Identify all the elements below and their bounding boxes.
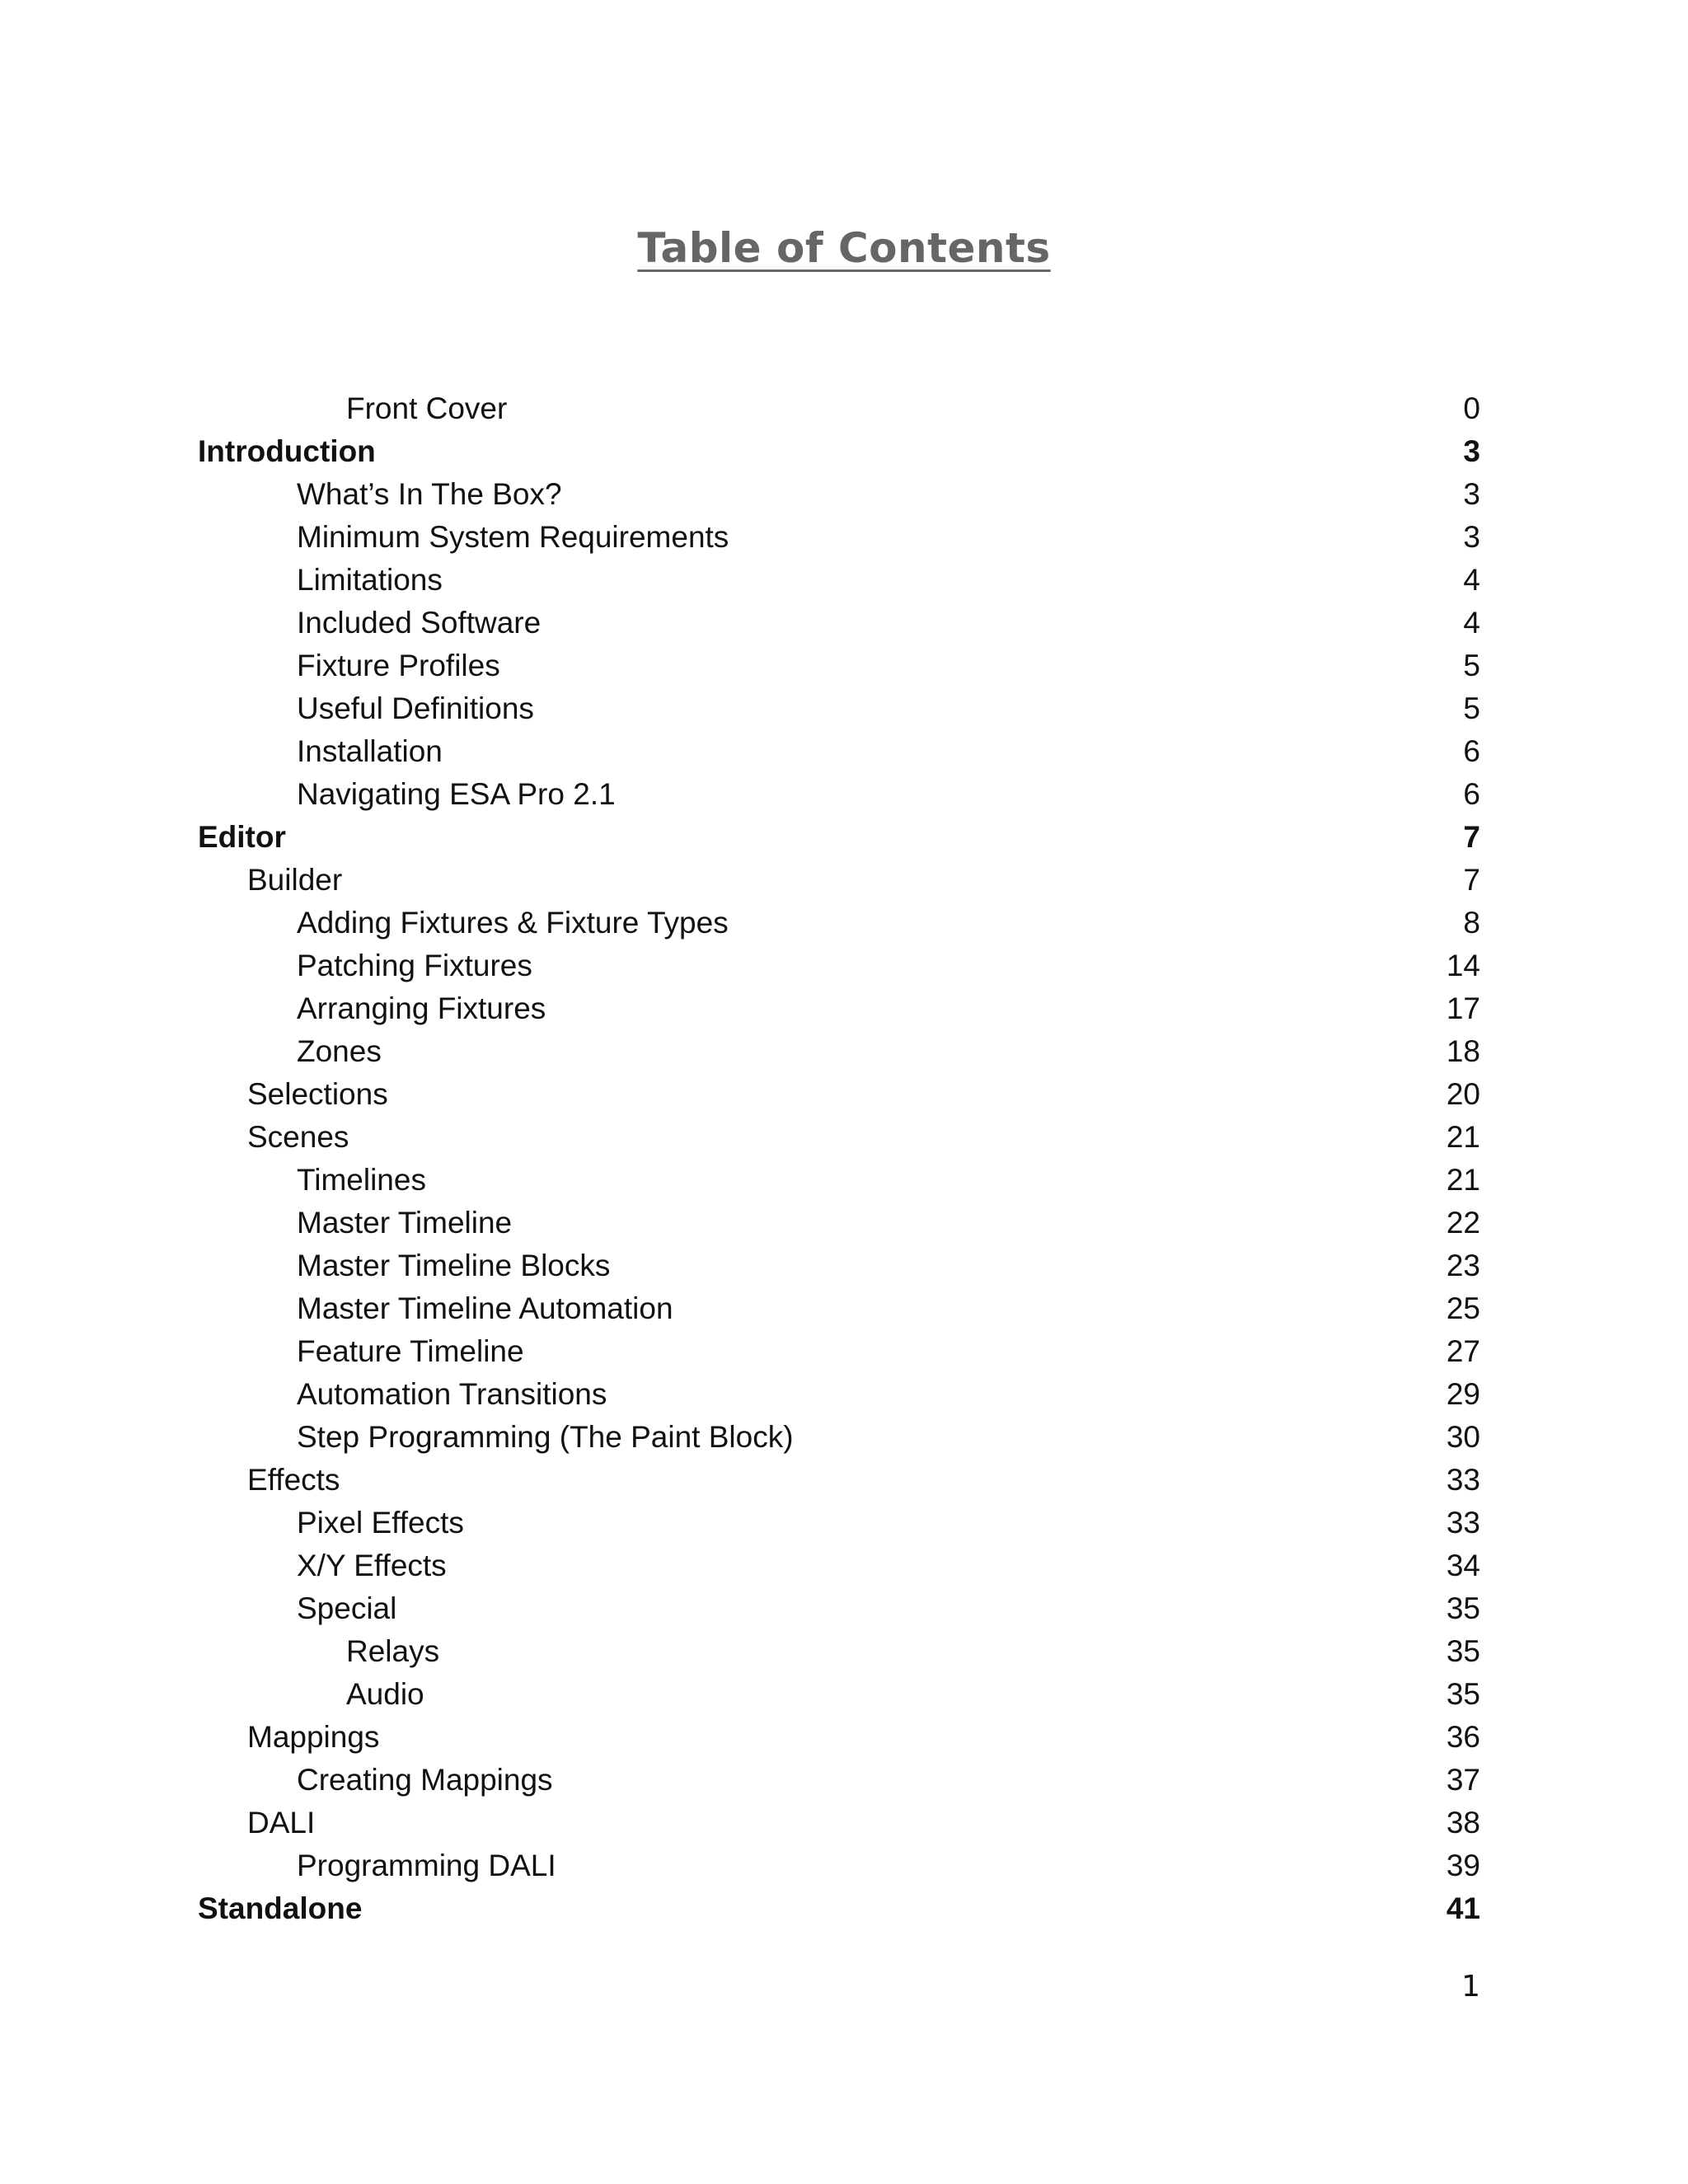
toc-entry-title[interactable]: Scenes (247, 1120, 349, 1154)
toc-entry[interactable] (0, 944, 1688, 987)
toc-entry-page[interactable]: 20 (1446, 1077, 1480, 1111)
toc-entry[interactable] (0, 1716, 1688, 1759)
toc-entry-page[interactable]: 33 (1446, 1463, 1480, 1497)
toc-entry-title[interactable]: Navigating ESA Pro 2.1 (297, 777, 616, 811)
toc-entry[interactable] (0, 902, 1688, 944)
toc-entry-page[interactable]: 21 (1446, 1163, 1480, 1197)
toc-entry-title[interactable]: Automation Transitions (297, 1377, 607, 1411)
toc-entry-page[interactable]: 18 (1446, 1034, 1480, 1068)
toc-entry[interactable] (0, 1759, 1688, 1802)
toc-entry-title[interactable]: Arranging Fixtures (297, 991, 546, 1025)
toc-entry[interactable] (0, 1073, 1688, 1116)
toc-entry-title[interactable]: Step Programming (The Paint Block) (297, 1420, 794, 1454)
toc-entry-title[interactable]: Editor (198, 820, 286, 854)
toc-entry-page[interactable]: 5 (1463, 691, 1480, 725)
toc-entry-page[interactable]: 21 (1446, 1120, 1480, 1154)
toc-entry[interactable] (0, 1502, 1688, 1544)
toc-entry-page[interactable]: 14 (1446, 949, 1480, 982)
toc-entry-page[interactable]: 4 (1463, 563, 1480, 597)
toc-entry-page[interactable]: 23 (1446, 1249, 1480, 1282)
toc-entry-title[interactable]: Creating Mappings (297, 1763, 553, 1797)
toc-entry-page[interactable]: 0 (1463, 391, 1480, 425)
toc-entry-page[interactable]: 41 (1446, 1891, 1480, 1925)
toc-entry[interactable] (0, 1416, 1688, 1459)
toc-entry-page[interactable]: 38 (1446, 1806, 1480, 1840)
page-number: 1 (1461, 1970, 1480, 2004)
toc-entry-title[interactable]: Timelines (297, 1163, 426, 1197)
toc-entry[interactable] (0, 1159, 1688, 1202)
toc-entry[interactable] (0, 1544, 1688, 1587)
toc-entry-title[interactable]: Programming DALI (297, 1849, 556, 1882)
toc-entry[interactable] (0, 1802, 1688, 1844)
toc-entry[interactable] (0, 559, 1688, 602)
table-of-contents (0, 387, 1688, 1930)
toc-entry-title[interactable]: Included Software (297, 606, 542, 640)
toc-entry-page[interactable]: 25 (1446, 1291, 1480, 1325)
toc-entry-title[interactable]: Mappings (247, 1720, 380, 1754)
toc-entry[interactable] (0, 430, 1688, 473)
toc-entry-title[interactable]: Audio (346, 1677, 424, 1711)
toc-entry-page[interactable]: 27 (1446, 1334, 1480, 1368)
toc-entry-title[interactable]: Minimum System Requirements (297, 520, 729, 554)
toc-entry[interactable] (0, 816, 1688, 859)
toc-entry-title[interactable]: Master Timeline Automation (297, 1291, 673, 1325)
toc-entry[interactable] (0, 1373, 1688, 1416)
toc-entry-title[interactable]: Adding Fixtures & Fixture Types (297, 906, 729, 940)
toc-entry[interactable] (0, 516, 1688, 559)
toc-entry-title[interactable]: Master Timeline Blocks (297, 1249, 611, 1282)
toc-entry-title[interactable]: Pixel Effects (297, 1506, 464, 1540)
toc-entry-page[interactable]: 3 (1463, 477, 1480, 511)
toc-entry[interactable] (0, 1030, 1688, 1073)
toc-entry-title[interactable]: Selections (247, 1077, 388, 1111)
toc-entry[interactable] (0, 1202, 1688, 1244)
toc-entry[interactable] (0, 1673, 1688, 1716)
toc-entry-page[interactable]: 6 (1463, 734, 1480, 768)
toc-entry[interactable] (0, 1630, 1688, 1673)
toc-entry-title[interactable]: Installation (297, 734, 443, 768)
toc-entry-page[interactable]: 35 (1446, 1634, 1480, 1668)
toc-entry-page[interactable]: 22 (1446, 1206, 1480, 1240)
toc-entry[interactable] (0, 473, 1688, 516)
toc-entry[interactable] (0, 773, 1688, 816)
toc-entry[interactable] (0, 1244, 1688, 1287)
toc-entry-title[interactable]: Useful Definitions (297, 691, 534, 725)
toc-entry-page[interactable]: 3 (1463, 434, 1480, 468)
toc-entry[interactable] (0, 859, 1688, 902)
toc-entry[interactable] (0, 987, 1688, 1030)
toc-entry-page[interactable]: 17 (1446, 991, 1480, 1025)
toc-entry[interactable] (0, 1844, 1688, 1887)
toc-entry-page[interactable]: 5 (1463, 649, 1480, 682)
toc-entry-page[interactable]: 36 (1446, 1720, 1480, 1754)
toc-entry-title[interactable]: Master Timeline (297, 1206, 513, 1240)
toc-entry-page[interactable]: 7 (1463, 863, 1480, 897)
toc-entry-page[interactable]: 35 (1446, 1591, 1480, 1625)
toc-entry[interactable] (0, 602, 1688, 644)
toc-entry-title[interactable]: Fixture Profiles (297, 649, 500, 682)
toc-entry-page[interactable]: 8 (1463, 906, 1480, 940)
toc-entry[interactable] (0, 644, 1688, 687)
toc-entry[interactable] (0, 687, 1688, 730)
toc-entry-title[interactable]: Relays (346, 1634, 440, 1668)
toc-entry[interactable] (0, 1330, 1688, 1373)
toc-entry-page[interactable]: 6 (1463, 777, 1480, 811)
toc-entry-title[interactable]: Builder (247, 863, 343, 897)
toc-entry-title[interactable]: Effects (247, 1463, 340, 1497)
toc-entry-title[interactable]: What’s In The Box? (297, 477, 562, 511)
toc-entry-title[interactable]: Introduction (198, 434, 376, 468)
toc-entry[interactable] (0, 1287, 1688, 1330)
toc-entry-title[interactable]: Patching Fixtures (297, 949, 532, 982)
page-title: Table of Contents (637, 223, 1051, 272)
toc-entry[interactable] (0, 1116, 1688, 1159)
toc-entry[interactable] (0, 730, 1688, 773)
toc-entry-title[interactable]: DALI (247, 1806, 316, 1840)
toc-entry[interactable] (0, 1587, 1688, 1630)
toc-entry-title[interactable]: Zones (297, 1034, 382, 1068)
toc-entry[interactable] (0, 1459, 1688, 1502)
toc-entry-page[interactable]: 29 (1446, 1377, 1480, 1411)
toc-entry-title[interactable]: Limitations (297, 563, 443, 597)
toc-entry-page[interactable]: 39 (1446, 1849, 1480, 1882)
toc-entry[interactable] (0, 1887, 1688, 1930)
toc-entry-page[interactable]: 3 (1463, 520, 1480, 554)
toc-entry-title[interactable]: Special (297, 1591, 397, 1625)
toc-entry-title[interactable]: X/Y Effects (297, 1549, 447, 1582)
toc-entry-page[interactable]: 37 (1446, 1763, 1480, 1797)
toc-entry[interactable] (0, 387, 1688, 430)
toc-entry-title[interactable]: Feature Timeline (297, 1334, 524, 1368)
toc-entry-title[interactable]: Front Cover (346, 391, 508, 425)
toc-entry-page[interactable]: 4 (1463, 606, 1480, 640)
toc-entry-title[interactable]: Standalone (198, 1891, 363, 1925)
toc-entry-page[interactable]: 7 (1463, 820, 1480, 854)
toc-entry-page[interactable]: 30 (1446, 1420, 1480, 1454)
toc-entry-page[interactable]: 34 (1446, 1549, 1480, 1582)
toc-entry-page[interactable]: 35 (1446, 1677, 1480, 1711)
toc-entry-page[interactable]: 33 (1446, 1506, 1480, 1540)
